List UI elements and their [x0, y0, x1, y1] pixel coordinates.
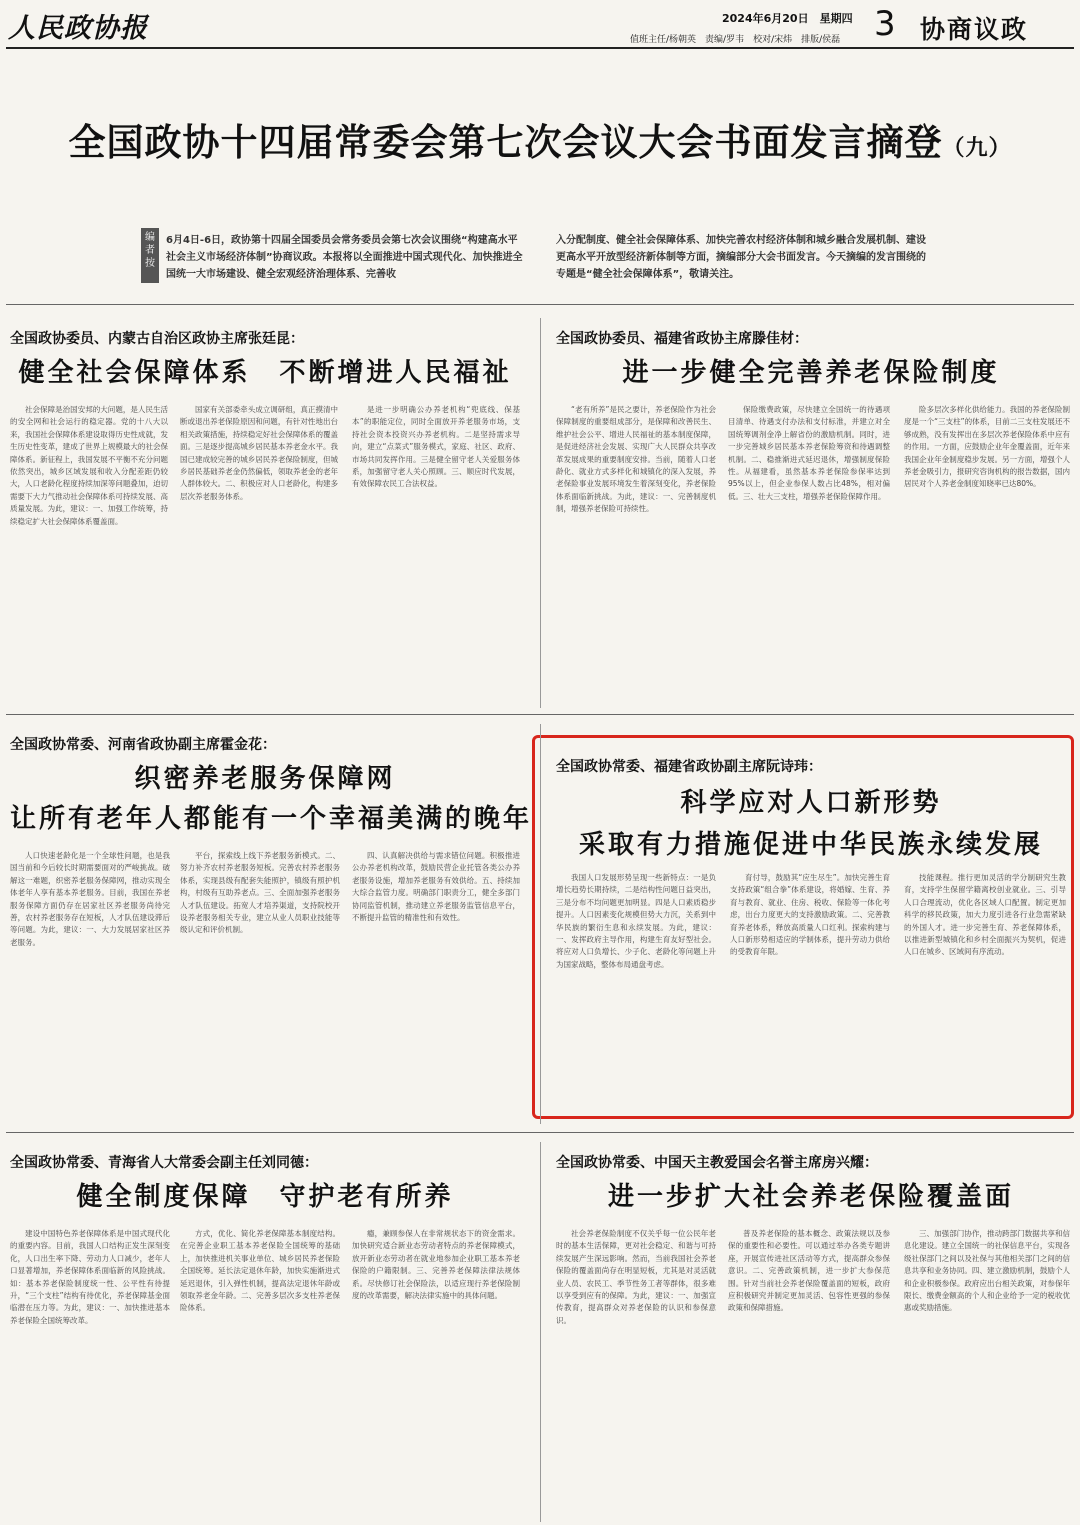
- article-speaker: 全国政协委员、内蒙古自治区政协主席张廷昆：: [10, 331, 304, 347]
- masthead-rule: [6, 47, 1074, 49]
- article-speaker: 全国政协常委、中国天主教爱国会名誉主席房兴耀：: [556, 1155, 878, 1171]
- note-rule: [6, 304, 1074, 305]
- row-rule: [6, 1132, 1074, 1133]
- article-title-line-1: 织密养老服务保障网: [134, 764, 396, 794]
- article-column: 平台，探索线上线下养老服务新模式。二、努力补齐农村养老服务短板。完善农村养老服务体系，实现县级有配套失能照护，镇级有照护机构，村级有互助养老点。三、全面加强养老服务人才队伍建设。拓宽人才培养渠道，支持院校开设养老服务相关专业，建立从业人员职业技能等级认定和评价机制。: [180, 851, 340, 935]
- article-column: 人口快速老龄化是一个全球性问题，也是我国当前和今后较长时期需要面对的严峻挑战。破解这一难题，织密养老服务保障网，推动实现全体老年人享有基本养老服务。目前，我国在养老服务保障方面仍存在居家社区养老服务尚待完善，农村养老服务存在短板，人才队伍建设滞后等问题。为此，建议：一、大力发展居家社区养老服务。: [10, 851, 170, 947]
- editor-note-tag: 编者按: [141, 228, 159, 283]
- article-column: 是进一步明确公办养老机构“兜底线、保基本”的职能定位，同时全面放开养老服务市场，支持社会资本投资兴办养老机构。二是坚持需求导向，建立“点菜式”服务模式，家庭、社区、政府、市场共同发挥作用。三是健全留守老人关爱服务体系，加强留守老人关心照顾。三、顺应时代发展，有效保障农民工合法权益。: [352, 405, 520, 489]
- article-column: 保险缴费政策，尽快建立全国统一的待遇项目清单、待遇支付办法和支付标准，并建立对全国统筹调剂金净上解省份的激励机制。同时，进一步完善城乡居民基本养老保险筹资和待遇调整机制。二、稳推渐进式延迟退休，增强制度保险性。从福建看，虽然基本养老保险参保率达到95%以上，但企业参保人数占比48%，相对偏低。三、壮大三支柱，增强养老保险保障作用。: [728, 405, 890, 501]
- article-column: 国家有关部委牵头成立调研组，真正摸清中断或退出养老保险原因和问题，有针对性地出台相关政策措施，持续稳定好社会保障体系的覆盖面。三是逐步提高城乡居民基本养老金水平。我国已建成较完善的城乡居民养老保险制度，但城乡居民基础养老金仍然偏低，领取养老金的老年人群体较大。二、积极应对人口老龄化，构建多层次养老服务体系。: [180, 405, 338, 501]
- article-column: “老有所养”是民之要计，养老保险作为社会保障制度的重要组成部分，是保障和改善民生、维护社会公平、增进人民福祉的基本制度保障，是促进经济社会发展、实现广大人民群众共享改革发展成果的重要制度安排。当前，随着人口老龄化、就业方式多样化和城镇化的深入发展，养老保险事业发展环境发生着深刻变化，养老保险体系面临新挑战。为此，建议：一、完善制度机制，增强养老保险可持续性。: [556, 405, 716, 514]
- article-column: 我国人口发展形势呈现一些新特点：一是负增长趋势长期持续，二是结构性问题日益突出，三是分布不均问题更加明显。四是人口素质稳步提升。人口因素变化规模但势大力沉，关系到中华民族的繁衍生息和永续发展。为此，建议：一、发挥政府主导作用，构建生育友好型社会。将应对人口负增长、少子化、老龄化等问题上升为国家战略，整体布局通盘考虑。: [556, 873, 716, 969]
- editor-credits: 值班主任/杨朝英 责编/罗韦 校对/宋炜 排版/侯磊: [630, 35, 841, 45]
- article-column: 建设中国特色养老保障体系是中国式现代化的重要内容。目前，我国人口结构正发生深刻变化，人口出生率下降、劳动力人口减少，老年人口显著增加，养老保障体系面临新的风险挑战。如：基本养老保险制度统一性、公平性有待提升，“三个支柱”结构有待优化，养老保障基金面临潜在压力等。为此，建议：一、加快推进基本养老保险全国统筹改革。: [10, 1229, 170, 1325]
- article-column: 瘾，兼顾参保人在非常规状态下的资金需求。加快研究适合新业态劳动者特点的养老保障模式，放开新业态劳动者在就业地参加企业职工基本养老保险的户籍限制。三、完善养老保障法律法规体系。尽快修订社会保险法，以适应现行养老保险制度的改革需要，解决法律实施中的具体问题。: [352, 1229, 520, 1301]
- article-column: 险多层次多样化供给能力。我国的养老保险制度是一个“三支柱”的体系，目前二三支柱发展还不够成熟，没有发挥出在多层次养老保险体系中应有的作用。一方面，应鼓励企业年金覆盖面，近年来我国企业年金制度稳步发展。另一方面，增强个人养老金吸引力，报研究咨询机构的报告数据，国内居民对个人养老金制度知晓率已达80%。: [904, 405, 1070, 489]
- headline-suffix: （九）: [942, 136, 1012, 161]
- page-number: 3: [874, 4, 896, 44]
- article-title: 进一步扩大社会养老保险覆盖面: [607, 1182, 1014, 1212]
- article-column: 四、认真解决供给与需求错位问题。积极推进公办养老机构改革，鼓励民营企业托管各类公办养老服务设施，增加养老服务有效供给。五、持续加大综合监管力度。明确部门职责分工，健全多部门协同监管机制，推动建立养老服务监管信息平台，不断提升监管的精准性和有效性。: [352, 851, 520, 923]
- headline-main: 全国政协十四届常委会第七次会议大会书面发言摘登: [68, 121, 943, 164]
- section-name: 协商议政: [920, 15, 1029, 44]
- editor-note-left: 6月4日-6日，政协第十四届全国委员会常务委员会第七次会议围绕“构建高水平社会主义市场经济体制”协商议政。本报将以全面推进中国式现代化、加快推进全国统一大市场建设、健全宏观经济治理体系、完善收: [166, 235, 523, 280]
- article-column: 技能课程。推行更加灵活的学分制研究生教育，支持学生保留学籍离校创业就业。三、引导人口合理流动，优化各区域人口配置。制定更加科学的移民政策，加大力度引进各行业急需紧缺的外国人才。进一步完善生育、养老保障体系，以推进新型城镇化和乡村全面振兴为契机，促进人口在城乡、区域间有序流动。: [904, 873, 1066, 957]
- row-rule: [6, 714, 1074, 715]
- article-column: 育付导，鼓励其“应生尽生”。加快完善生育支持政策“组合拳”体系建设，将婚嫁、生育、养育与教育、就业、住房、税收、保险等一体化考虑，出台力度更大的支持激励政策。二、完善教育养老体系，释放高质量人口红利。探索构建与人口新形势相适应的学制体系，提升劳动力供给的受教育年限。: [730, 873, 890, 957]
- column-divider: [540, 318, 541, 708]
- article-title-line-2: 让所有老年人都能有一个幸福美满的晚年: [10, 804, 533, 834]
- column-divider: [540, 1142, 541, 1522]
- masthead: [0, 0, 1080, 52]
- article-column: 社会养老保险制度不仅关乎每一位公民年老时的基本生活保障，更对社会稳定、和谐与可持续发展产生深远影响。然而，当前我国社会养老保险的覆盖面尚存在明显短板，尤其是对灵活就业人员、农民工、季节性务工者等群体，很多难以享受到应有的保障。为此，建议：一、加强宣传教育，提高群众对养老保险的认识和参保意识。: [556, 1229, 716, 1325]
- article-speaker: 全国政协常委、河南省政协副主席霍金花：: [10, 737, 276, 753]
- article-column: 社会保障是治国安邦的大问题，是人民生活的安全网和社会运行的稳定器。党的十八大以来，我国社会保障体系建设取得历史性成就，发生历史性变革，建成了世界上规模最大的社会保障体系。新征程上，我国发展不平衡不充分问题依然突出，城乡区域发展和收入分配差距仍较大，人口老龄化程度持续加深等问题叠加，迫切需要下大力气推动社会保障体系可持续发展、高质量发展。为此，建议：一、加强工作统筹，持续稳定扩大社会保障体系覆盖面。: [10, 405, 168, 526]
- newspaper-logo: 人民政协报: [8, 13, 148, 44]
- article-title: 进一步健全完善养老保险制度: [622, 358, 1000, 388]
- page-headline: [0, 112, 1080, 166]
- article-title: 健全制度保障 守护老有所养: [76, 1182, 454, 1212]
- article-column: 方式，优化、简化养老保障基本制度结构。在完善企业职工基本养老保险全国统筹的基础上，加快推进机关事业单位、城乡居民养老保险全国统筹。延长法定退休年龄，加快实施渐进式延迟退休，引入弹性机制，提高法定退休年龄或领取养老金年龄。二、完善多层次多支柱养老保险体系。: [180, 1229, 340, 1313]
- article-speaker: 全国政协常委、福建省政协副主席阮诗玮：: [556, 759, 822, 775]
- article-title-line-2: 采取有力措施促进中华民族永续发展: [578, 830, 1043, 860]
- editor-note-right: 入分配制度、健全社会保障体系、加快完善农村经济体制和城乡融合发展机制、建设更高水平开放型经济新体制等方面，摘编部分大会书面发言。今天摘编的发言围绕的专题是“健全社会保障体系”，敬请关注。: [556, 235, 926, 280]
- issue-date: 2024年6月20日 星期四: [722, 12, 853, 25]
- article-title-line-1: 科学应对人口新形势: [680, 788, 942, 818]
- article-title: 健全社会保障体系 不断增进人民福祉: [18, 358, 512, 388]
- article-column: 普及养老保险的基本概念、政策法规以及参保的重要性和必要性。可以通过举办各类专题讲座，开展宣传进社区活动等方式，提高群众参保意识。二、完善政策机制，进一步扩大参保范围。针对当前社会养老保险覆盖面的短板，政府应积极研究并制定更加灵活、包容性更强的参保政策和保障措施。: [728, 1229, 890, 1313]
- article-speaker: 全国政协委员、福建省政协主席滕佳材：: [556, 331, 808, 347]
- column-divider: [540, 724, 541, 1124]
- article-speaker: 全国政协常委、青海省人大常委会副主任刘同德：: [10, 1155, 318, 1171]
- article-column: 三、加强部门协作，推动跨部门数据共享和信息化建设。建立全国统一的社保信息平台，实现各级社保部门之间以及社保与其他相关部门之间的信息共享和业务协同。四、建立激励机制，鼓励个人和企业积极参保。政府应出台相关政策，对参保年限长、缴费金额高的个人和企业给予一定的税收优惠或奖励措施。: [904, 1229, 1070, 1313]
